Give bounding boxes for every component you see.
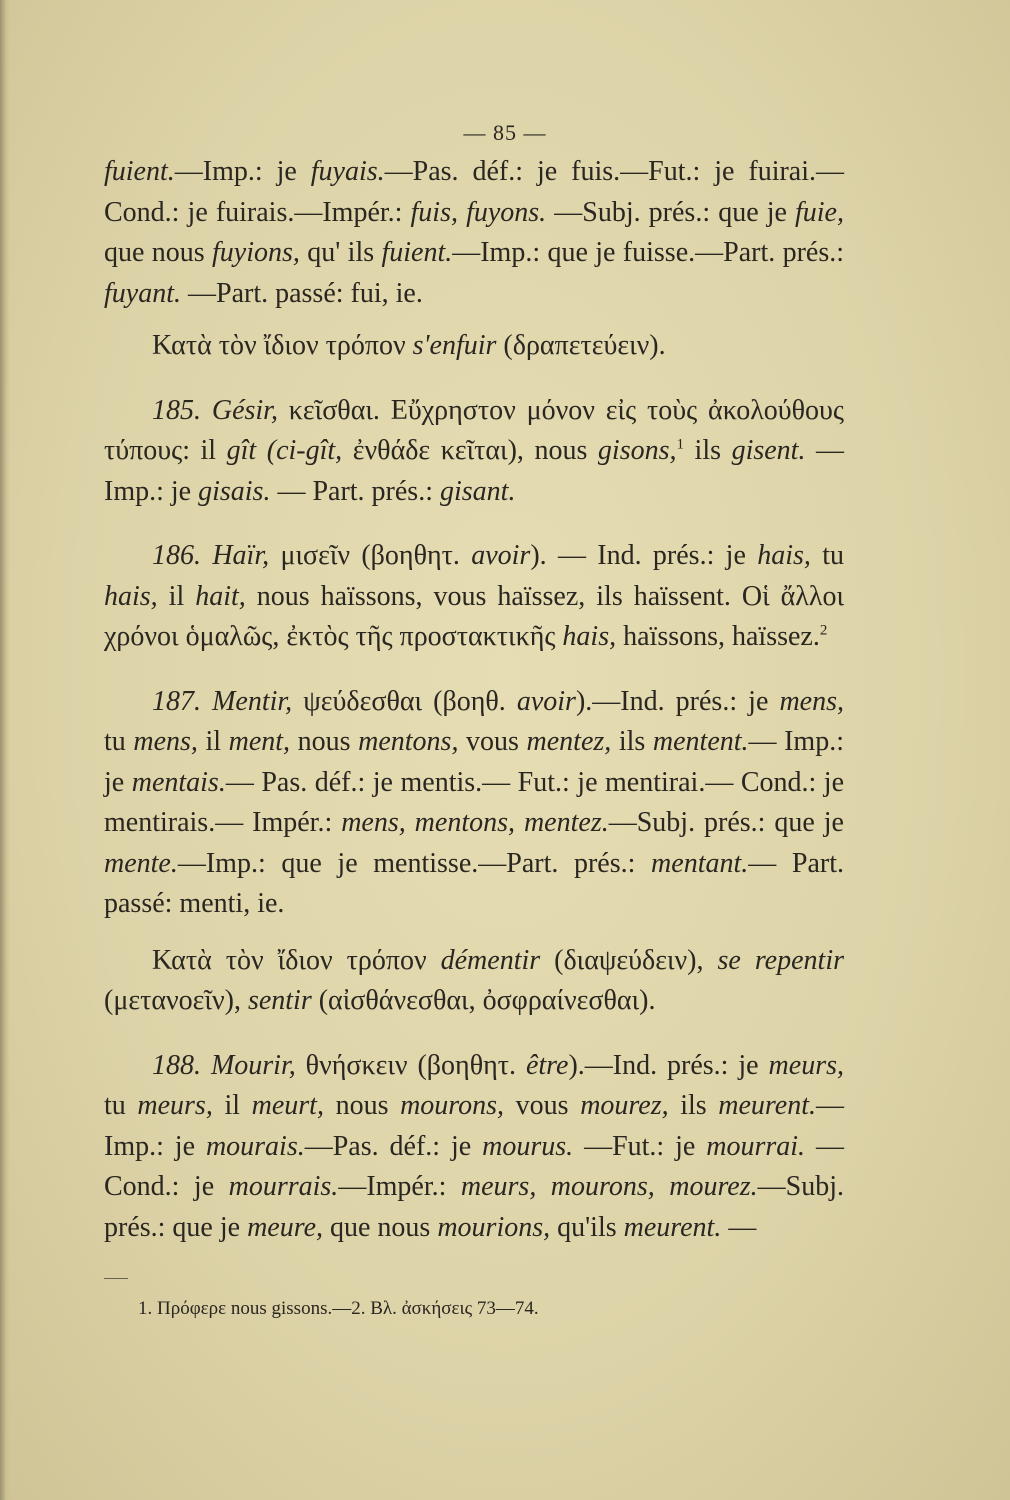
paragraph-mentir-note: Κατὰ τὸν ἴδιον τρόπον démentir (διαψεύδειν), se repentir (μετανοεῖν), sentir (αἰσθάνεσθαι, ὀσφραίνεσθαι). (104, 944, 844, 1016)
page-spine (0, 0, 10, 1500)
paragraph-fuir-continuation: fuient.—Imp.: je fuyais.—Pas. déf.: je fuis.—Fut.: je fuirai.— Cond.: je fuirais.—Impér.: fuis, fuyons. —Subj. prés.: que je fuie, que nous fuyions, qu' ils fuient.—Imp.: que je fuisse.—Part. prés.: fuyant. —Part. passé: fui, ie. (104, 156, 845, 309)
entry-185-gesir: 185. Gésir, κεῖσθαι. Εὔχρηστον μόνον εἰς τοὺς ἀκολούθους τύπους: il gît (ci-gît, ἐνθάδε κεῖται), nous gisons,$^1$ ils gisent. — Imp.: je gisais. — Part. prés.: gisant. (104, 394, 845, 507)
page-number: — 85 — (463, 120, 547, 145)
entry-188-mourir: 188. Mourir, θνήσκειν (βοηθητ. être).—Ind. prés.: je meurs, tu meurs, il meurt, nous mourons, vous mourez, ils meurent.— Imp.: je mourais.—Pas. déf.: je mourus. —Fut.: je mourrai. —Cond.: je mourrais.—Impér.: meurs, mourons, mourez.—Subj. prés.: que je meure, que nous mourions, qu'ils meurent. — (104, 1049, 844, 1243)
body-text (104, 152, 844, 1248)
footnote-rule (104, 1278, 128, 1279)
entry-186-hair: 186. Haïr, μισεῖν (βοηθητ. avoir). — Ind. prés.: je hais, tu hais, il hait, nous haïssons, vous haïssez, ils haïssent. Οἱ ἄλλοι χρόνοι ὁμαλῶς, ἐκτὸς τῆς προστακτικῆς hais, haïssons, haïssez.$^2$ (104, 540, 845, 652)
footnotes: 1. Πρόφερε nous gissons.—2. Βλ. ἀσκήσεις 73—74. (138, 1298, 539, 1319)
entry-187-mentir: 187. Mentir, ψεύδεσθαι (βοηθ. avoir).—Ind. prés.: je mens, tu mens, il ment, nous mentons, vous mentez, ils mentent.— Imp.: je mentais.— Pas. déf.: je mentis.— Fut.: je mentirai.— Cond.: je mentirais.— Impér.: mens, mentons, mentez.—Subj. prés.: que je mente.—Imp.: que je mentisse.—Part. prés.: mentant.— Part. passé: menti, ie. (104, 685, 844, 919)
paragraph-fuir-note: Κατὰ τὸν ἴδιον τρόπον s'enfuir (δραπετεύειν). (152, 330, 666, 361)
